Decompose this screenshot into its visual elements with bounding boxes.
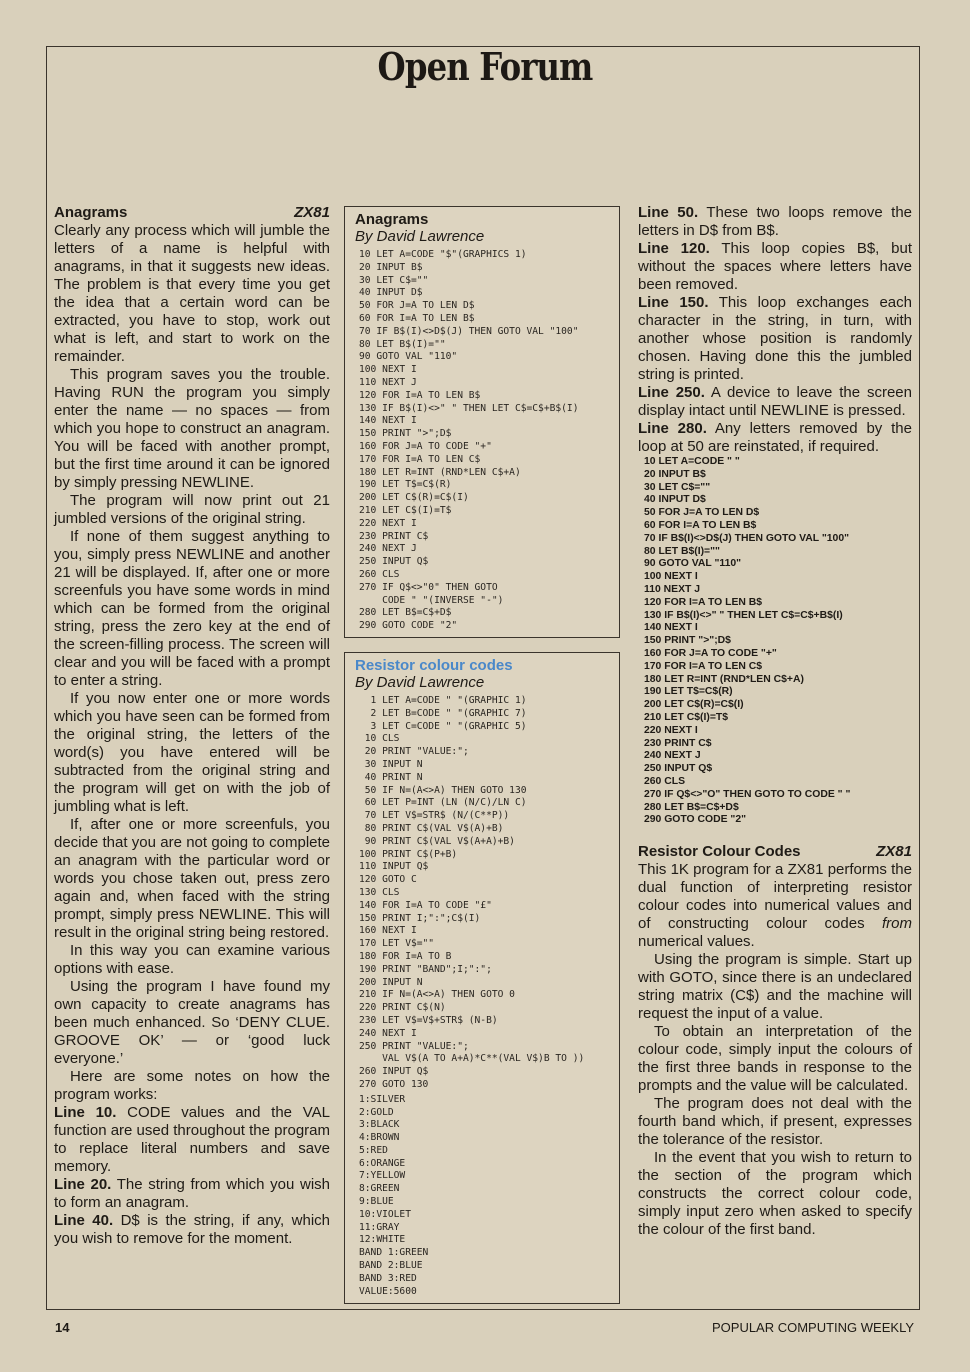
paragraph: If, after one or more screenfuls, you decide that you are not going to complete an anagram with the particular word or words you chose taken out, press zero again and, when faced with the string prompt, simply press NEWLINE. This will result in the original string being restored.	[54, 816, 330, 941]
note-label: Line 10.	[54, 1104, 117, 1121]
line-note	[638, 240, 912, 294]
text-run: This 1K program for a ZX81 performs the dual function of interpreting resistor colour codes into numerical values and of constructing colour codes	[638, 861, 912, 933]
box-title: Anagrams	[355, 211, 429, 228]
paragraph: To obtain an interpretation of the colour code, simply input the colours of the first three bands in response to the prompts and the value will be calculated.	[638, 1023, 912, 1095]
box-author: By David Lawrence	[355, 228, 485, 245]
paragraph: If none of them suggest anything to you, simply press NEWLINE and another 21 will be displayed. If, after one or more screenfuls you have some words in mind which can be formed from the original string, press the zero key at the end of the screen-filling process. The screen will clear and you will be faced with a prompt to enter a string.	[54, 528, 330, 689]
paragraph: If you now enter one or more words which you have seen can be formed from the original string, the letters of the word(s) you have entered will be subtracted from the original string and the program will get on with the job of jumbling what is left.	[54, 690, 330, 815]
note-text: A device to leave the screen display intact until NEWLINE is pressed.	[638, 384, 912, 419]
line-note	[638, 420, 912, 456]
page-number: 14	[55, 1320, 70, 1335]
article-heading	[54, 204, 330, 222]
box-author: By David Lawrence	[355, 674, 485, 691]
line-note	[54, 1212, 330, 1248]
note-label: Line 120.	[638, 240, 710, 257]
machine-tag: ZX81	[294, 204, 330, 221]
right-column	[638, 204, 912, 1239]
paragraph: The program does not deal with the fourth band which, if present, expresses the tolerance of the resistor.	[638, 1095, 912, 1149]
paragraph: Clearly any process which will jumble the letters of a name is helpful with anagrams, in that it suggests new ideas. The problem is that every time you get the idea that a certain word can be extracted, you have to stop, work out what is left, and start to work on the remainder.	[54, 222, 330, 365]
note-text: CODE values and the VAL function are used throughout the program to replace literal numbers and save memory.	[54, 1104, 331, 1175]
resistor-listing-box	[344, 652, 620, 1304]
note-text: This loop exchanges each character in the string, in turn, with another whose position is randomly chosen. Having done this the jumbled string is printed.	[638, 294, 912, 383]
line-note	[54, 1104, 330, 1176]
note-label: Line 280.	[638, 420, 707, 437]
note-label: Line 40.	[54, 1212, 114, 1229]
magazine-name: POPULAR COMPUTING WEEKLY	[711, 1320, 914, 1335]
line-note	[638, 384, 912, 420]
emphasis: from	[882, 915, 912, 933]
page-title: Open Forum	[377, 44, 593, 89]
paragraph	[638, 861, 912, 951]
line-note	[638, 204, 912, 240]
paragraph: Using the program I have found my own capacity to create anagrams has been much enhanced. So ‘DENY CLUE. GROOVE OK’ — or ‘good luck everyone.’	[54, 978, 330, 1067]
paragraph: The program will now print out 21 jumbled versions of the original string.	[54, 492, 330, 527]
text-run: numerical values.	[638, 933, 755, 951]
box-title: Resistor colour codes	[355, 657, 513, 674]
note-text: This loop copies B$, but without the spaces where letters have been removed.	[638, 240, 912, 293]
note-label: Line 250.	[638, 384, 705, 401]
paragraph: Using the program is simple. Start up with GOTO, since there is an undeclared string matrix (C$) and the machine will request the input of a value.	[638, 951, 912, 1023]
note-text: These two loops remove the letters in D$ from B$.	[638, 204, 913, 239]
article-title: Resistor Colour Codes	[638, 843, 801, 861]
line-note	[54, 1176, 330, 1212]
program-output: 1:SILVER 2:GOLD 3:BLACK 4:BROWN 5:RED 6:ORANGE 7:YELLOW 8:GREEN 9:BLUE 10:VIOLET 11:GRAY 12:WHITE BAND 1:GREEN BAND 2:BLUE BAND 3:RED VALUE:5600	[359, 1093, 429, 1297]
paragraph: In the event that you wish to return to the section of the program which constructs the correct colour code, simply input zero when asked to specify the colour of the first band.	[638, 1149, 912, 1239]
anagrams-listing-box	[344, 206, 620, 638]
note-text: The string from which you wish to form an anagram.	[54, 1176, 330, 1211]
note-label: Line 150.	[638, 294, 709, 311]
article-heading	[638, 843, 912, 861]
program-listing: 1 LET A=CODE " "(GRAPHIC 1) 2 LET B=CODE " "(GRAPHIC 7) 3 LET C=CODE " "(GRAPHIC 5) 10 CLS 20 PRINT "VALUE:"; 30 INPUT N 40 PRINT N 50 IF N=(A<>A) THEN GOTO 130 60 LET P=INT (LN (N/C)/LN C) 70 LET V$=STR$ (N/(C**P)) 80 PRINT C$(VAL V$(A)+B) 90 PRINT C$(VAL V$(A+A)+B) 100 PRINT C$(P+B) 110 INPUT Q$ 120 GOTO C 130 CLS 140 FOR I=A TO CODE "£" 150 PRINT I;":";C$(I) 160 NEXT I 170 LET V$="" 180 FOR I=A TO B 190 PRINT "BAND";I;":"; 200 INPUT N 210 IF N=(A<>A) THEN GOTO 0 220 PRINT C$(N) 230 LET V$=V$+STR$ (N-B) 240 NEXT I 250 PRINT "VALUE:"; VAL V$(A TO A+A)*C**(VAL V$)B TO )) 260 INPUT Q$ 270 GOTO 130	[359, 695, 585, 1090]
note-label: Line 50.	[638, 204, 699, 221]
article-title: Anagrams	[54, 204, 128, 221]
article-anagrams-column	[54, 204, 330, 1248]
note-label: Line 20.	[54, 1176, 112, 1193]
paragraph: Here are some notes on how the program works:	[54, 1068, 330, 1103]
line-note	[638, 294, 912, 384]
program-listing: 10 LET A=CODE "$"(GRAPHICS 1) 20 INPUT B$ 30 LET C$="" 40 INPUT D$ 50 FOR J=A TO LEN D$ 60 FOR I=A TO LEN B$ 70 IF B$(I)<>D$(J) THEN GOTO VAL "100" 80 LET B$(I)="" 90 GOTO VAL "110" 100 NEXT I 110 NEXT J 120 FOR I=A TO LEN B$ 130 IF B$(I)<>" " THEN LET C$=C$+B$(I) 140 NEXT I 150 PRINT ">";D$ 160 FOR J=A TO CODE "+" 170 FOR I=A TO LEN C$ 180 LET R=INT (RND*LEN C$+A) 190 LET T$=C$(R) 200 LET C$(R)=C$(I) 210 LET C$(I)=T$ 220 NEXT I 230 PRINT C$ 240 NEXT J 250 INPUT Q$ 260 CLS 270 IF Q$<>"0" THEN GOTO CODE " "(INVERSE "-") 280 LET B$=C$+D$ 290 GOTO CODE "2"	[359, 249, 579, 632]
program-listing-plain: 10 LET A=CODE " " 20 INPUT B$ 30 LET C$="" 40 INPUT D$ 50 FOR J=A TO LEN D$ 60 FOR I=A TO LEN B$ 70 IF B$(I)<>D$(J) THEN GOTO VAL "100" 80 LET B$(I)="" 90 GOTO VAL "110" 100 NEXT I 110 NEXT J 120 FOR I=A TO LEN B$ 130 IF B$(I)<>" " THEN LET C$=C$+B$(I) 140 NEXT I 150 PRINT ">";D$ 160 FOR J=A TO CODE "+" 170 FOR I=A TO LEN C$ 180 LET R=INT (RND*LEN C$+A) 190 LET T$=C$(R) 200 LET C$(R)=C$(I) 210 LET C$(I)=T$ 220 NEXT I 230 PRINT C$ 240 NEXT J 250 INPUT Q$ 260 CLS 270 IF Q$<>"O" THEN GOTO TO CODE " " 280 LET B$=C$+D$ 290 GOTO CODE "2"	[644, 456, 851, 826]
note-text: D$ is the string, if any, which you wish to remove for the moment.	[54, 1212, 331, 1247]
machine-tag: ZX81	[876, 843, 912, 861]
note-text: Any letters removed by the loop at 50 are reinstated, if required.	[638, 420, 912, 455]
paragraph: This program saves you the trouble. Having RUN the program you simply enter the name — no spaces — from which you hope to construct an anagram. You will be faced with another prompt, but the first time around it can be ignored by simply pressing NEWLINE.	[54, 366, 330, 491]
paragraph: In this way you can examine various options with ease.	[54, 942, 330, 977]
